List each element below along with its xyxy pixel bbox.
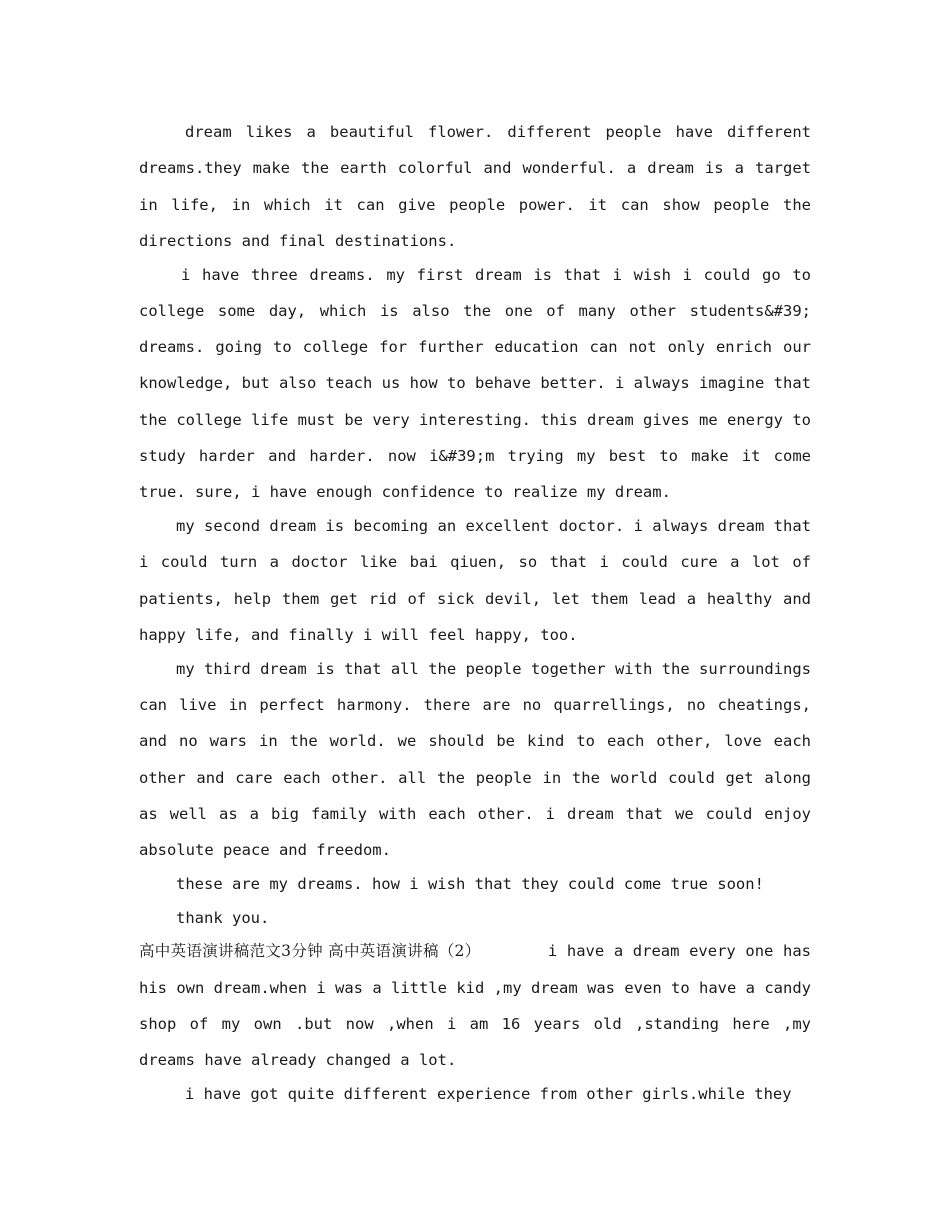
document-body <box>139 114 811 1112</box>
section-heading-tail: i have a dream every one has his own dream.when i was a little kid ,my dream was even to have a candy shop of my own .but now ,when i am 16 years old ,standing here ,my dreams have already changed a lot. <box>139 942 811 1070</box>
section-heading: 高中英语演讲稿范文3分钟 高中英语演讲稿（2） <box>139 942 481 961</box>
paragraph-intro: dream likes a beautiful flower. different people have different dreams.they make the earth colorful and wonderful. a dream is a target in life, in which it can give people power. it can show people the directions and final destinations. <box>139 123 811 250</box>
paragraph-first-dream: i have three dreams. my first dream is that i wish i could go to college some day, which is also the one of many other students&#39; dreams. going to college for further education can not only enrich our knowledge, but also teach us how to behave better. i always imagine that the college life must be very interesting. this dream gives me energy to study harder and harder. now i&#39;m trying my best to make it come true. sure, i have enough confidence to realize my dream. <box>139 265 811 502</box>
paragraph-thanks: thank you. <box>176 908 270 927</box>
paragraph-third-dream: my third dream is that all the people together with the surroundings can live in perfect harmony. there are no quarrellings, no cheatings, and no wars in the world. we should be kind to each other, love each other and care each other. all the people in the world could get along as well as a big family with each other. i dream that we could enjoy absolute peace and freedom. <box>139 659 811 860</box>
paragraph-closing: these are my dreams. how i wish that they could come true soon! <box>176 874 764 893</box>
paragraph-experience: i have got quite different experience from other girls.while they <box>185 1084 792 1103</box>
paragraph-second-dream: my second dream is becoming an excellent doctor. i always dream that i could turn a doctor like bai qiuen, so that i could cure a lot of patients, help them get rid of sick devil, let them lead a healthy and happy life, and finally i will feel happy, too. <box>139 517 811 644</box>
section-heading-paragraph <box>139 933 811 1078</box>
